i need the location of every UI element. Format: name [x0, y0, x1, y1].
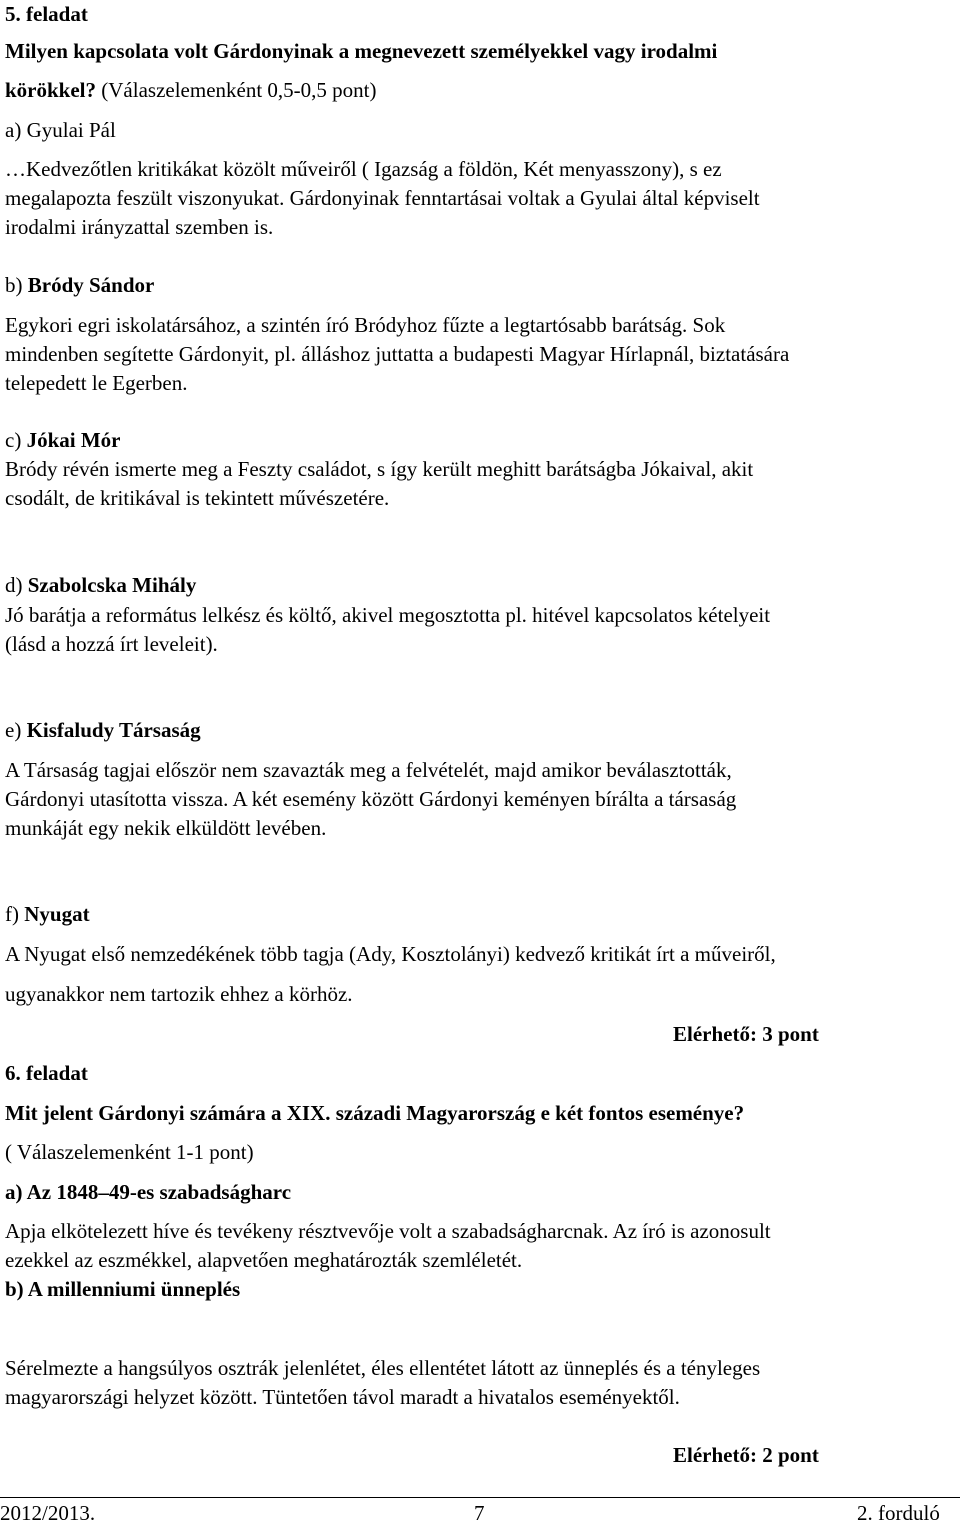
task5-a-text-line: megalapozta feszült viszonyukat. Gárdonyinak fenntartásai voltak a Gyulai által képviselt: [5, 186, 760, 210]
footer-divider: [0, 1497, 960, 1498]
task6-points: Elérhető: 2 pont: [673, 1443, 819, 1467]
task5-b-text-line: Egykori egri iskolatársához, a szintén író Bródyhoz fűzte a legtartósabb barátság. Sok: [5, 313, 726, 337]
task5-question-line2: [5, 76, 377, 105]
task6-a-heading: a) Az 1848–49-es szabadságharc: [5, 1180, 292, 1204]
task5-b-heading: [5, 271, 154, 300]
task5-b-name: Bródy Sándor: [27, 273, 155, 297]
task5-a-text-line: …Kedvezőtlen kritikákat közölt műveiről ( Igazság a földön, Két menyasszony), s ez: [5, 157, 722, 181]
task5-a-name: Gyulai Pál: [26, 118, 116, 142]
task5-c-text-line: csodált, de kritikával is tekintett művészetére.: [5, 486, 390, 510]
task5-b-text-line: telepedett le Egerben.: [5, 371, 188, 395]
task5-points: Elérhető: 3 pont: [673, 1022, 819, 1046]
task6-scoring: ( Válaszelemenként 1-1 pont): [5, 1140, 254, 1164]
task5-question-end: körökkel?: [5, 78, 97, 102]
task5-e-heading: [5, 716, 201, 745]
task5-e-name: Kisfaludy Társaság: [26, 718, 201, 742]
task5-e-text-line: Gárdonyi utasította vissza. A két esemény között Gárdonyi keményen bírálta a társaság: [5, 787, 737, 811]
footer-page-number: 7: [474, 1501, 485, 1525]
task5-e-text-line: munkáját egy nekik elküldött levében.: [5, 816, 327, 840]
task5-c-prefix: c): [5, 428, 27, 452]
task6-b-heading: b) A millenniumi ünneplés: [5, 1277, 241, 1301]
task5-c-name: Jókai Mór: [26, 428, 121, 452]
footer-year: 2012/2013.: [0, 1501, 96, 1525]
task5-d-prefix: d): [5, 573, 28, 597]
task5-f-heading: [5, 900, 90, 929]
task5-b-prefix: b): [5, 273, 28, 297]
task5-c-text-line: Bródy révén ismerte meg a Feszty családot, s így került meghitt barátságba Jókaival, akit: [5, 457, 754, 481]
task5-title: 5. feladat: [5, 2, 88, 26]
task5-d-text-line: Jó barátja a református lelkész és költő, akivel megosztotta pl. hitével kapcsolatos kételyeit: [5, 603, 771, 627]
task5-f-text-line: A Nyugat első nemzedékének több tagja (Ady, Kosztolányi) kedvező kritikát írt a műveiről,: [5, 942, 776, 966]
task5-f-name: Nyugat: [24, 902, 90, 926]
task5-f-text-line: ugyanakkor nem tartozik ehhez a körhöz.: [5, 982, 353, 1006]
task5-d-heading: [5, 571, 196, 600]
task5-a-text-line: irodalmi irányzattal szemben is.: [5, 215, 274, 239]
task5-a-prefix: a): [5, 118, 27, 142]
task5-d-text-line: (lásd a hozzá írt leveleit).: [5, 632, 218, 656]
task5-e-prefix: e): [5, 718, 27, 742]
footer-round: 2. forduló: [857, 1501, 940, 1525]
task6-a-text-line: ezekkel az eszmékkel, alapvetően meghatározták szemléletét.: [5, 1248, 523, 1272]
task5-f-prefix: f): [5, 902, 25, 926]
task5-scoring: (Válaszelemenként 0,5-0,5 pont): [96, 78, 377, 102]
task5-a-heading: [5, 116, 116, 145]
task6-b-text-line: Sérelmezte a hangsúlyos osztrák jelenlétet, éles ellentétet látott az ünneplés és a tényleges: [5, 1356, 761, 1380]
task6-a-text-line: Apja elkötelezett híve és tevékeny résztvevője volt a szabadságharcnak. Az író is azonosult: [5, 1219, 771, 1243]
task5-c-heading: [5, 426, 120, 455]
task6-question: Mit jelent Gárdonyi számára a XIX. századi Magyarország e két fontos eseménye?: [5, 1101, 745, 1125]
task5-d-name: Szabolcska Mihály: [27, 573, 197, 597]
task6-b-text-line: magyarországi helyzet között. Tüntetően távol maradt a hivatalos eseményektől.: [5, 1385, 680, 1409]
task6-title: 6. feladat: [5, 1061, 88, 1085]
task5-question-line1: Milyen kapcsolata volt Gárdonyinak a megnevezett személyekkel vagy irodalmi: [5, 39, 718, 63]
task5-e-text-line: A Társaság tagjai először nem szavazták meg a felvételét, majd amikor beválasztották,: [5, 758, 732, 782]
task5-b-text-line: mindenben segítette Gárdonyit, pl. álláshoz juttatta a budapesti Magyar Hírlapnál, biztatására: [5, 342, 790, 366]
